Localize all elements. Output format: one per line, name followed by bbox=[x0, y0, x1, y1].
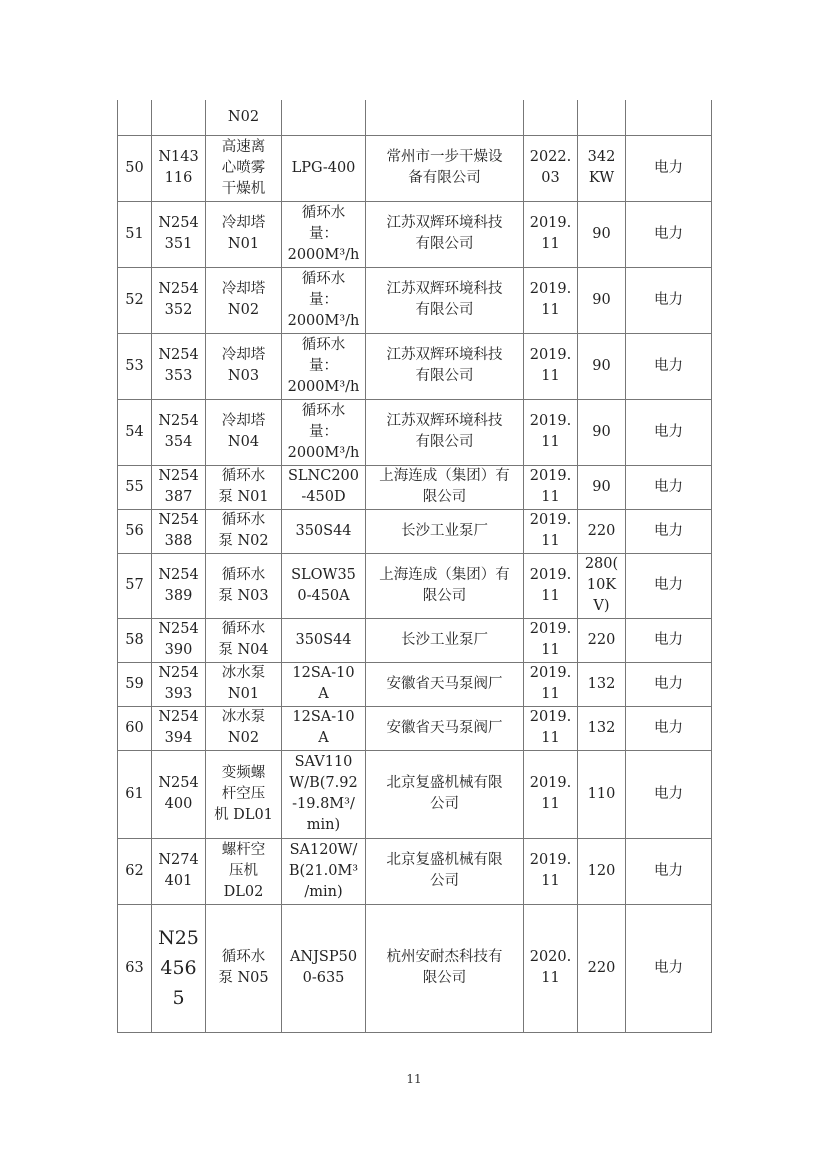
cell-date: 2019. 11 bbox=[524, 333, 578, 399]
cell-date: 2019. 11 bbox=[524, 509, 578, 553]
cell-maker: 上海连成（集团）有 限公司 bbox=[366, 553, 524, 618]
cell-name: 冰水泵 N01 bbox=[206, 662, 282, 706]
cell-date: 2020. 11 bbox=[524, 904, 578, 1032]
cell-date: 2019. 11 bbox=[524, 553, 578, 618]
cell-model: 循环水 量： 2000M³/h bbox=[282, 201, 366, 267]
cell-no: 59 bbox=[118, 662, 152, 706]
cell-power: 120 bbox=[578, 838, 626, 904]
table-row bbox=[118, 399, 712, 465]
cell-maker: 长沙工业泵厂 bbox=[366, 618, 524, 662]
equipment-table bbox=[117, 100, 712, 1033]
cell-power: 342 KW bbox=[578, 135, 626, 201]
cell-code: N254 353 bbox=[152, 333, 206, 399]
cell-date: 2019. 11 bbox=[524, 706, 578, 750]
cell-code: N254 390 bbox=[152, 618, 206, 662]
table-row bbox=[118, 706, 712, 750]
cell-model: 12SA-10 A bbox=[282, 706, 366, 750]
cell-model: 循环水 量： 2000M³/h bbox=[282, 399, 366, 465]
cell-energy: 电力 bbox=[626, 399, 712, 465]
cell-date: 2019. 11 bbox=[524, 267, 578, 333]
cell-code bbox=[152, 100, 206, 135]
cell-maker: 上海连成（集团）有 限公司 bbox=[366, 465, 524, 509]
cell-date bbox=[524, 100, 578, 135]
table-row bbox=[118, 662, 712, 706]
cell-name: 冷却塔 N04 bbox=[206, 399, 282, 465]
cell-maker: 江苏双辉环境科技 有限公司 bbox=[366, 399, 524, 465]
cell-code: N254 351 bbox=[152, 201, 206, 267]
cell-date: 2019. 11 bbox=[524, 750, 578, 838]
cell-no bbox=[118, 100, 152, 135]
table-row bbox=[118, 201, 712, 267]
cell-power: 90 bbox=[578, 333, 626, 399]
cell-no: 57 bbox=[118, 553, 152, 618]
cell-date: 2019. 11 bbox=[524, 662, 578, 706]
cell-no: 54 bbox=[118, 399, 152, 465]
cell-code: N254 354 bbox=[152, 399, 206, 465]
cell-power bbox=[578, 100, 626, 135]
cell-name: N02 bbox=[206, 100, 282, 135]
table-row bbox=[118, 618, 712, 662]
cell-date: 2019. 11 bbox=[524, 838, 578, 904]
cell-no: 56 bbox=[118, 509, 152, 553]
cell-power: 90 bbox=[578, 201, 626, 267]
cell-name: 变频螺 杆空压 机 DL01 bbox=[206, 750, 282, 838]
cell-maker: 江苏双辉环境科技 有限公司 bbox=[366, 333, 524, 399]
cell-model: 循环水 量： 2000M³/h bbox=[282, 267, 366, 333]
cell-no: 55 bbox=[118, 465, 152, 509]
cell-name: 循环水 泵 N03 bbox=[206, 553, 282, 618]
cell-code: N143 116 bbox=[152, 135, 206, 201]
cell-power: 132 bbox=[578, 662, 626, 706]
cell-maker: 北京复盛机械有限 公司 bbox=[366, 750, 524, 838]
cell-name: 循环水 泵 N02 bbox=[206, 509, 282, 553]
cell-name: 高速离 心喷雾 干燥机 bbox=[206, 135, 282, 201]
table-row bbox=[118, 465, 712, 509]
cell-date: 2019. 11 bbox=[524, 201, 578, 267]
cell-maker: 安徽省天马泵阀厂 bbox=[366, 662, 524, 706]
cell-name: 冰水泵 N02 bbox=[206, 706, 282, 750]
table-row bbox=[118, 333, 712, 399]
cell-code: N274 401 bbox=[152, 838, 206, 904]
cell-model bbox=[282, 100, 366, 135]
cell-name: 循环水 泵 N05 bbox=[206, 904, 282, 1032]
cell-energy: 电力 bbox=[626, 750, 712, 838]
table-row bbox=[118, 904, 712, 1032]
table-row bbox=[118, 553, 712, 618]
cell-no: 61 bbox=[118, 750, 152, 838]
cell-name: 循环水 泵 N04 bbox=[206, 618, 282, 662]
table-row bbox=[118, 838, 712, 904]
cell-no: 63 bbox=[118, 904, 152, 1032]
cell-energy: 电力 bbox=[626, 706, 712, 750]
cell-no: 53 bbox=[118, 333, 152, 399]
cell-power: 90 bbox=[578, 465, 626, 509]
cell-date: 2019. 11 bbox=[524, 465, 578, 509]
cell-maker: 长沙工业泵厂 bbox=[366, 509, 524, 553]
cell-power: 280( 10K V) bbox=[578, 553, 626, 618]
cell-date: 2019. 11 bbox=[524, 399, 578, 465]
cell-energy bbox=[626, 100, 712, 135]
table-row bbox=[118, 750, 712, 838]
cell-power: 132 bbox=[578, 706, 626, 750]
cell-energy: 电力 bbox=[626, 267, 712, 333]
cell-code: N254 389 bbox=[152, 553, 206, 618]
cell-model: SLNC200 -450D bbox=[282, 465, 366, 509]
cell-model: SAV110 W/B(7.92 -19.8M³/ min) bbox=[282, 750, 366, 838]
cell-maker: 杭州安耐杰科技有 限公司 bbox=[366, 904, 524, 1032]
cell-no: 62 bbox=[118, 838, 152, 904]
cell-power: 110 bbox=[578, 750, 626, 838]
cell-no: 58 bbox=[118, 618, 152, 662]
cell-energy: 电力 bbox=[626, 838, 712, 904]
table-row bbox=[118, 509, 712, 553]
cell-maker: 安徽省天马泵阀厂 bbox=[366, 706, 524, 750]
cell-model: LPG-400 bbox=[282, 135, 366, 201]
cell-date: 2019. 11 bbox=[524, 618, 578, 662]
cell-power: 90 bbox=[578, 267, 626, 333]
cell-name: 冷却塔 N02 bbox=[206, 267, 282, 333]
cell-energy: 电力 bbox=[626, 509, 712, 553]
cell-date: 2022. 03 bbox=[524, 135, 578, 201]
cell-maker: 江苏双辉环境科技 有限公司 bbox=[366, 267, 524, 333]
cell-name: 螺杆空 压机 DL02 bbox=[206, 838, 282, 904]
cell-code: N25 456 5 bbox=[152, 904, 206, 1032]
cell-code: N254 394 bbox=[152, 706, 206, 750]
cell-name: 冷却塔 N01 bbox=[206, 201, 282, 267]
cell-no: 51 bbox=[118, 201, 152, 267]
cell-power: 220 bbox=[578, 618, 626, 662]
cell-maker bbox=[366, 100, 524, 135]
cell-maker: 常州市一步干燥设 备有限公司 bbox=[366, 135, 524, 201]
cell-name: 冷却塔 N03 bbox=[206, 333, 282, 399]
cell-model: 12SA-10 A bbox=[282, 662, 366, 706]
cell-energy: 电力 bbox=[626, 662, 712, 706]
cell-energy: 电力 bbox=[626, 904, 712, 1032]
cell-energy: 电力 bbox=[626, 333, 712, 399]
cell-power: 90 bbox=[578, 399, 626, 465]
cell-maker: 北京复盛机械有限 公司 bbox=[366, 838, 524, 904]
cell-no: 60 bbox=[118, 706, 152, 750]
cell-code: N254 400 bbox=[152, 750, 206, 838]
cell-name: 循环水 泵 N01 bbox=[206, 465, 282, 509]
cell-power: 220 bbox=[578, 904, 626, 1032]
cell-power: 220 bbox=[578, 509, 626, 553]
page-number: 11 bbox=[406, 1072, 422, 1086]
cell-no: 52 bbox=[118, 267, 152, 333]
cell-model: SA120W/ B(21.0M³ /min) bbox=[282, 838, 366, 904]
cell-energy: 电力 bbox=[626, 553, 712, 618]
cell-energy: 电力 bbox=[626, 465, 712, 509]
cell-model: 350S44 bbox=[282, 509, 366, 553]
cell-no: 50 bbox=[118, 135, 152, 201]
cell-model: SLOW35 0-450A bbox=[282, 553, 366, 618]
cell-energy: 电力 bbox=[626, 201, 712, 267]
cell-code: N254 352 bbox=[152, 267, 206, 333]
cell-code: N254 393 bbox=[152, 662, 206, 706]
cell-maker: 江苏双辉环境科技 有限公司 bbox=[366, 201, 524, 267]
table-row bbox=[118, 267, 712, 333]
cell-model: ANJSP50 0-635 bbox=[282, 904, 366, 1032]
cell-model: 循环水 量： 2000M³/h bbox=[282, 333, 366, 399]
cell-energy: 电力 bbox=[626, 618, 712, 662]
table-row bbox=[118, 135, 712, 201]
cell-code: N254 387 bbox=[152, 465, 206, 509]
cell-model: 350S44 bbox=[282, 618, 366, 662]
cell-code: N254 388 bbox=[152, 509, 206, 553]
cell-energy: 电力 bbox=[626, 135, 712, 201]
table-row bbox=[118, 100, 712, 135]
